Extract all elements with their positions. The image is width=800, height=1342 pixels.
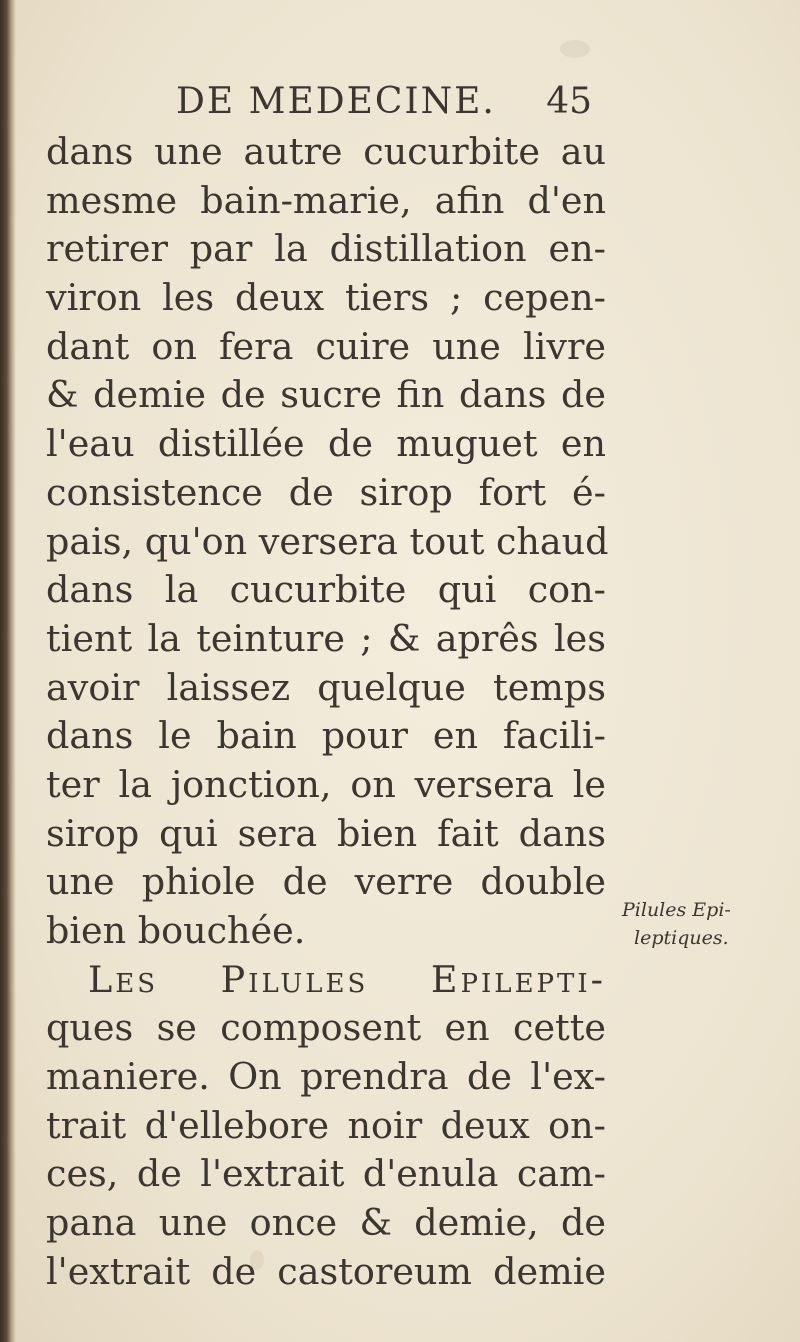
text-line: pana une once & demie, de: [46, 1201, 606, 1245]
page-binding-edge: [0, 0, 16, 1342]
text-line: maniere. On prendra de l'ex-: [46, 1055, 606, 1099]
text-line: l'eau distillée de muguet en: [46, 422, 606, 466]
text-line: bien bouchée.: [46, 909, 306, 952]
text-line: ter la jonction, on versera le: [46, 762, 606, 806]
body-text: [46, 128, 609, 1297]
text-line: pais, qu'on versera tout chaud: [46, 519, 609, 563]
text-line: & demie de sucre fin dans de: [46, 373, 606, 417]
foxing-spot: [560, 40, 590, 58]
text-line: tient la teinture ; & aprês les: [46, 616, 606, 660]
margin-note: [622, 896, 782, 952]
text-line: ques se composent en cette: [46, 1006, 606, 1050]
text-line: une phiole de verre double: [46, 860, 606, 904]
text-line: consistence de sirop fort é-: [46, 470, 606, 514]
text-line: ces, de l'extrait d'enula cam-: [46, 1152, 606, 1196]
margin-note-line: leptiques.: [634, 927, 729, 949]
text-line: avoir laissez quelque temps: [46, 665, 606, 709]
text-line: trait d'ellebore noir deux on-: [46, 1103, 606, 1147]
text-line: l'extrait de castoreum demie: [46, 1249, 606, 1293]
text-line: dans la cucurbite qui con-: [46, 568, 606, 612]
section-heading-line: Les Pilules Epilepti-: [88, 957, 606, 1001]
running-head: [46, 80, 606, 124]
text-line: mesme bain-marie, afin d'en: [46, 178, 606, 222]
running-title: DE MEDECINE.: [176, 81, 496, 122]
page-number: 45: [546, 81, 592, 122]
text-line: sirop qui sera bien fait dans: [46, 811, 606, 855]
text-line: viron les deux tiers ; cepen-: [46, 276, 606, 320]
margin-note-line: Pilules Epi-: [622, 899, 731, 921]
text-line: dans une autre cucurbite au: [46, 130, 606, 173]
text-line: dans le bain pour en facili-: [46, 714, 606, 758]
text-line: retirer par la distillation en-: [46, 227, 606, 271]
text-line: dant on fera cuire une livre: [46, 324, 606, 368]
